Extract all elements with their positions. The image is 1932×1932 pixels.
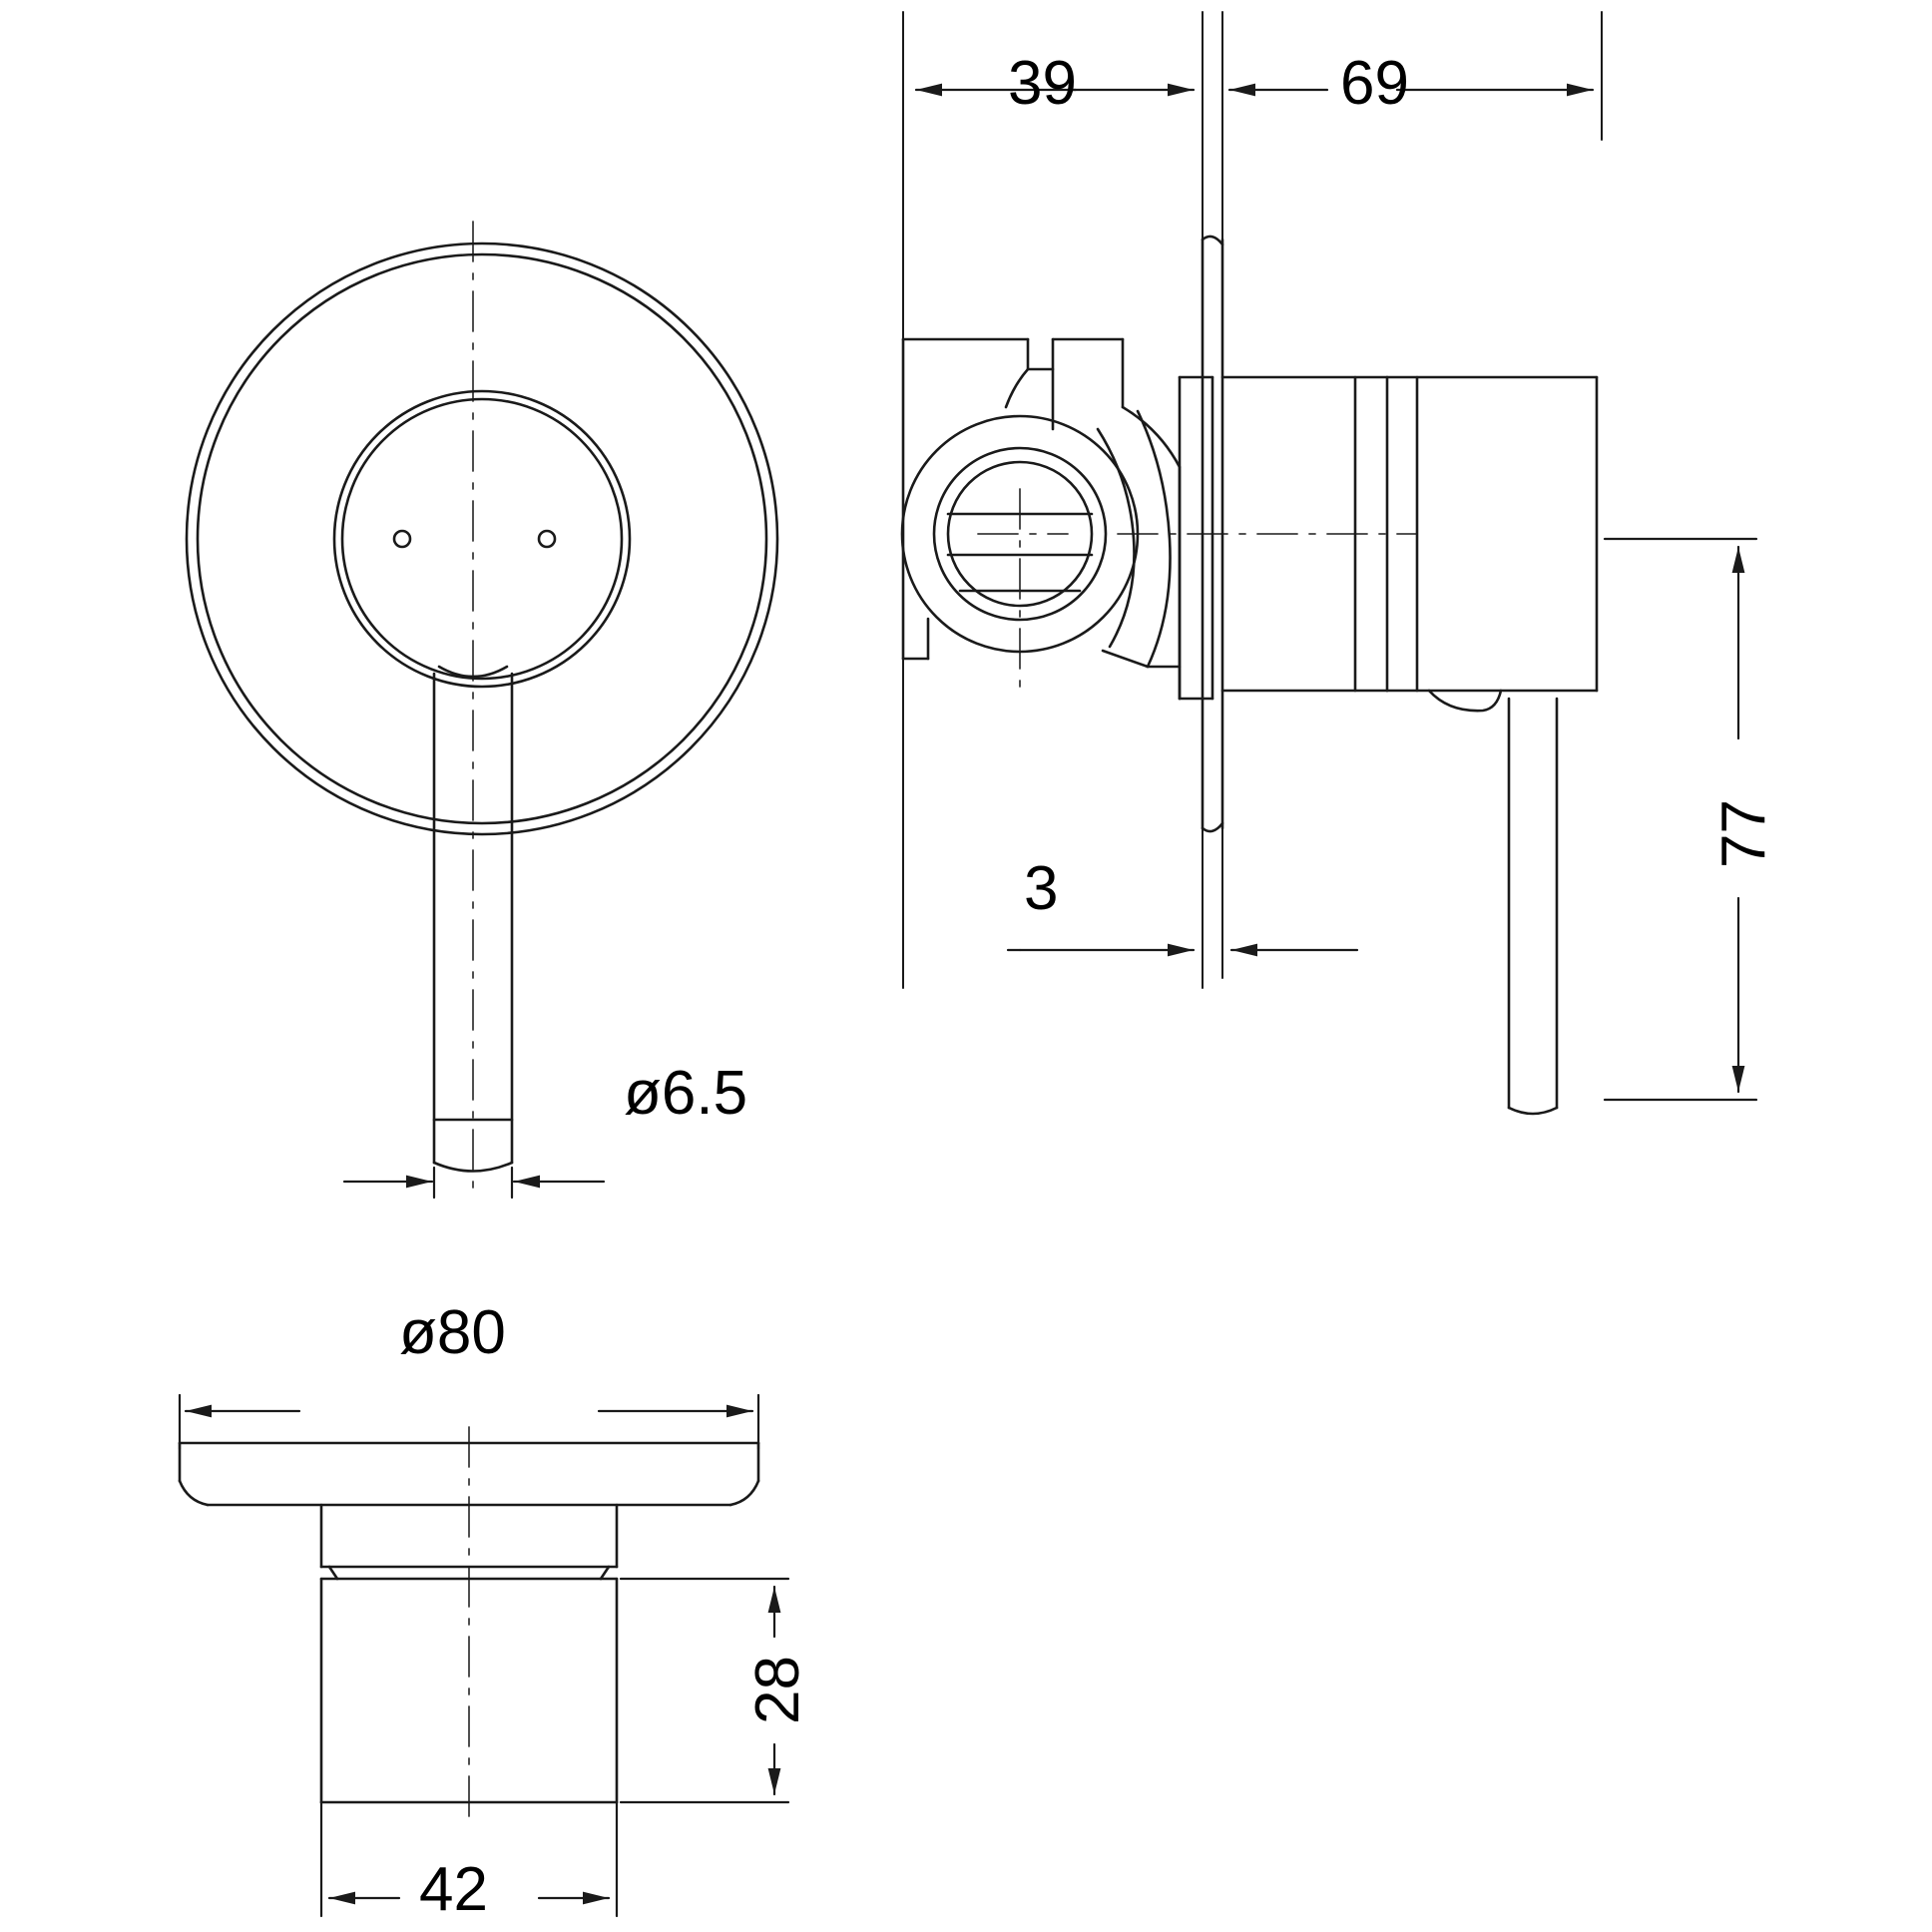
dimension-label-39: 39 xyxy=(1008,49,1077,118)
dimension-label-3: 3 xyxy=(1024,854,1059,923)
dimension-label-69: 69 xyxy=(1340,49,1409,118)
side-view-geometry xyxy=(902,12,1602,1114)
dimension-label-42: 42 xyxy=(419,1855,488,1924)
dimension-label-77: 77 xyxy=(1709,799,1778,868)
front-view-geometry xyxy=(187,243,777,1172)
dimension-label-28: 28 xyxy=(743,1656,812,1724)
dimension-label-diameter-6-5: ø6.5 xyxy=(624,1059,748,1128)
dimension-label-diameter-80: ø80 xyxy=(399,1298,506,1367)
